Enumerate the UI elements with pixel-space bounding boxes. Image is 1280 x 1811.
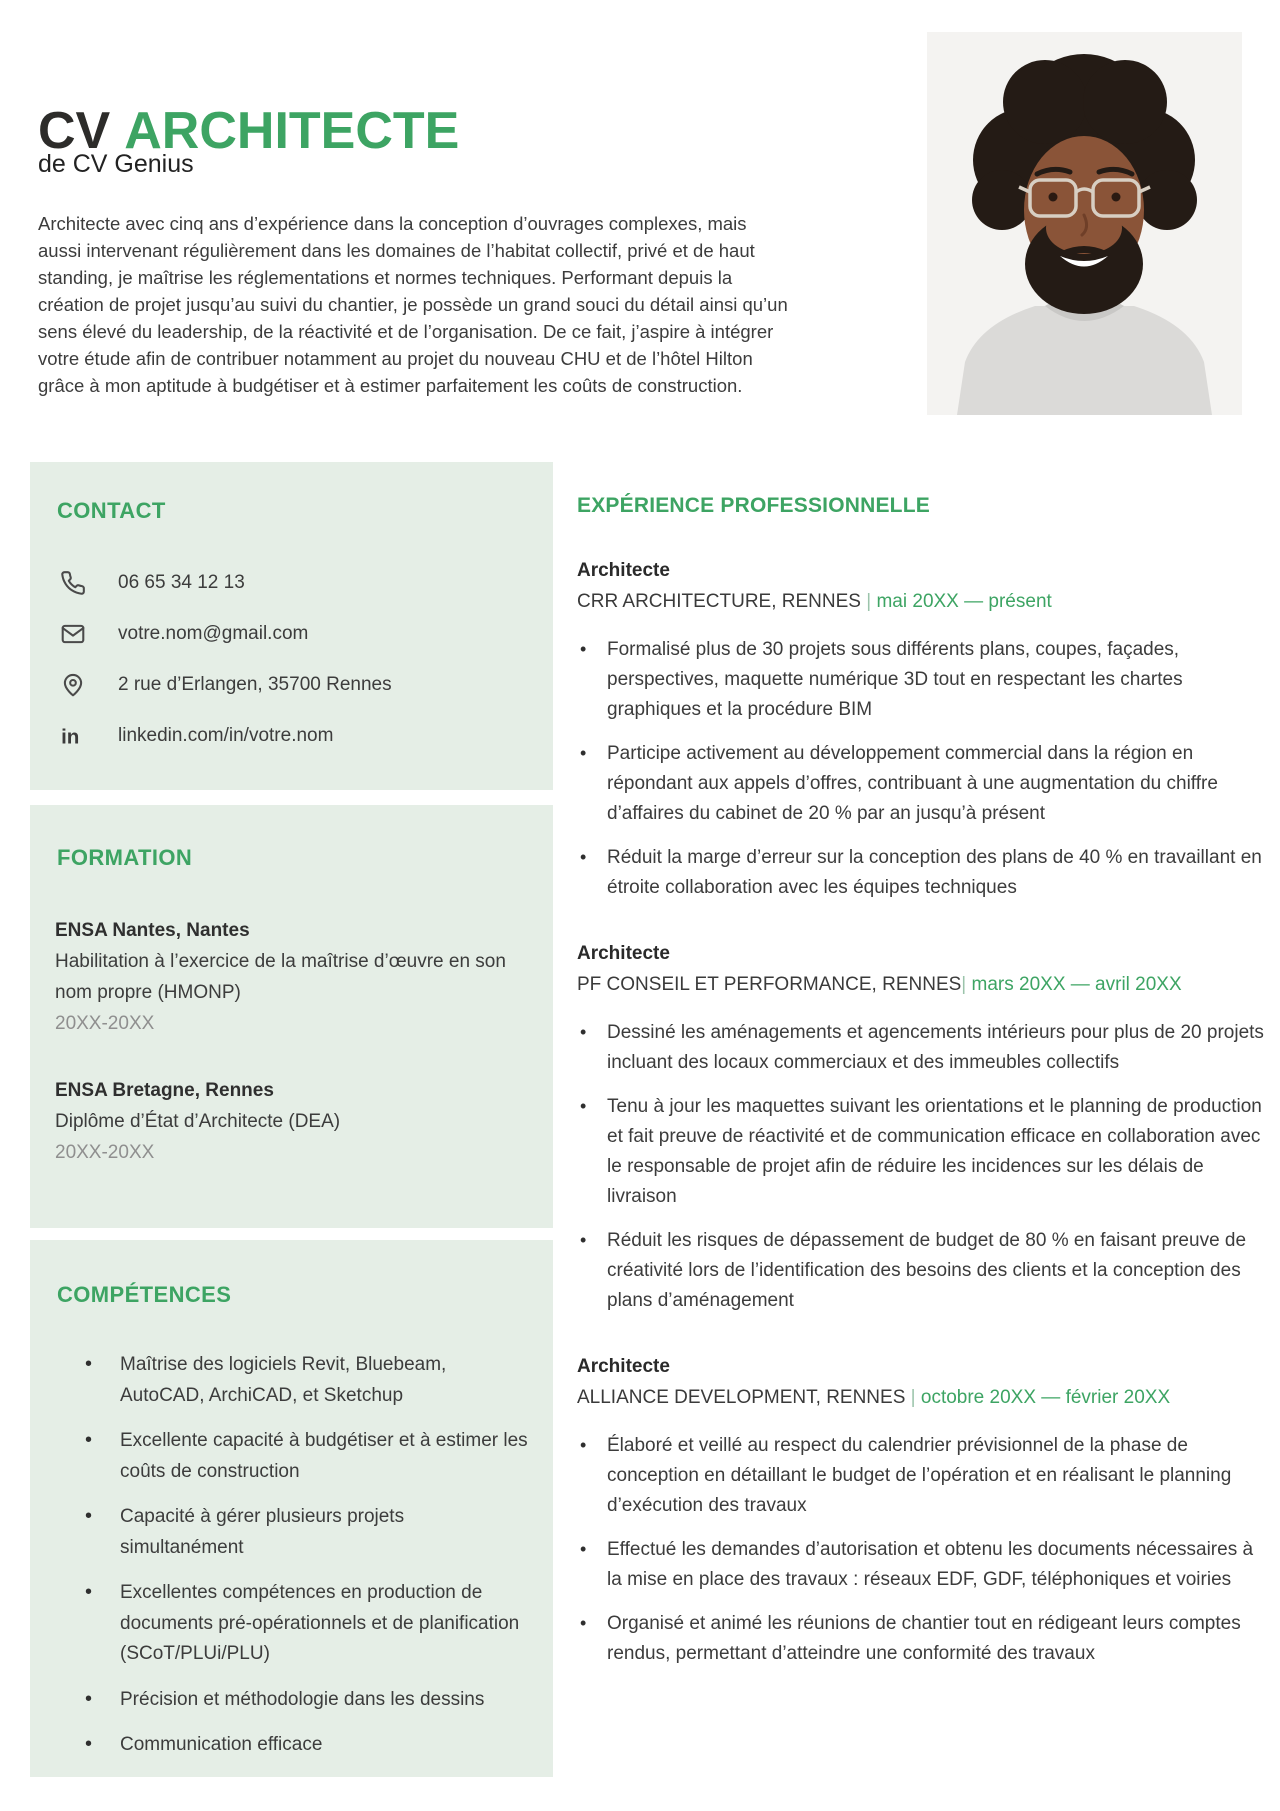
- contact-list: [57, 570, 528, 749]
- company-name: ALLIANCE DEVELOPMENT, RENNES: [577, 1387, 906, 1408]
- company-line: [577, 974, 1267, 996]
- job-title: Architecte: [577, 1356, 670, 1377]
- school-name: ENSA Bretagne, Rennes: [55, 1080, 274, 1101]
- contact-heading: CONTACT: [57, 498, 166, 523]
- page-title-accent: ARCHITECTE: [124, 101, 460, 160]
- job-bullet: • Formalisé plus de 30 projets sous différents plans, coupes, façades, perspectives, maquette numérique 3D tout en respectant les chartes graphiques et la procédure BIM: [607, 635, 1267, 725]
- job-entry: [577, 943, 1267, 1316]
- company-name: CRR ARCHITECTURE, RENNES: [577, 591, 861, 612]
- envelope-icon: [60, 621, 86, 647]
- job-bullet: • Élaboré et veillé au respect du calendrier prévisionnel de la phase de conception en détaillant le budget de l’opération et en réalisant le planning d’exécution des travaux: [607, 1431, 1267, 1521]
- company-date-separator: |: [961, 974, 972, 995]
- job-entry: [577, 560, 1267, 903]
- linkedin-icon: [60, 723, 86, 749]
- skill-item: • Communication efficace: [120, 1730, 528, 1761]
- contact-row-linkedin: [60, 723, 528, 749]
- competences-heading: COMPÉTENCES: [57, 1282, 232, 1307]
- linkedin-url: linkedin.com/in/votre.nom: [118, 725, 334, 746]
- contact-row-email: [60, 621, 528, 647]
- job-title: Architecte: [577, 560, 670, 581]
- email-address: votre.nom@gmail.com: [118, 623, 309, 644]
- contact-row-phone: [60, 570, 528, 596]
- job-dates: mars 20XX — avril 20XX: [971, 974, 1182, 995]
- education-dates: 20XX-20XX: [55, 1013, 155, 1034]
- experience-heading: EXPÉRIENCE PROFESSIONNELLE: [577, 494, 930, 517]
- profile-photo-illustration: [927, 32, 1242, 415]
- profile-photo: [927, 32, 1242, 415]
- school-name: ENSA Nantes, Nantes: [55, 920, 250, 941]
- contact-row-address: [60, 672, 528, 698]
- page-subtitle: de CV Genius: [38, 150, 194, 178]
- skill-item: • Maîtrise des logiciels Revit, Bluebeam, AutoCAD, ArchiCAD, et Sketchup: [120, 1350, 528, 1411]
- company-date-separator: |: [905, 1387, 921, 1408]
- education-dates: 20XX-20XX: [55, 1142, 155, 1163]
- job-bullet: • Réduit les risques de dépassement de budget de 80 % en faisant preuve de créativité lors de l’identification des besoins des clients et la conception des plans d’aménagement: [607, 1226, 1267, 1316]
- skill-item: • Précision et méthodologie dans les dessins: [120, 1685, 528, 1716]
- skill-item: • Excellente capacité à budgétiser et à estimer les coûts de construction: [120, 1426, 528, 1487]
- skill-item: • Excellentes compétences en production de documents pré-opérationnels et de planification (SCoT/PLUi/PLU): [120, 1578, 528, 1670]
- profile-summary: Architecte avec cinq ans d’expérience dans la conception d’ouvrages complexes, mais aussi intervenant régulièrement dans les domaines de l’habitat collectif, privé et de haut standing, je maîtrise les réglementations et normes techniques. Performant depuis la création de projet jusqu’au suivi du chantier, je possède un grand souci du détail ainsi qu’un sens élevé du leadership, de la réactivité et de l’organisation. De ce fait, j’aspire à intégrer votre étude afin de contribuer notamment au projet du nouveau CHU et de l’hôtel Hilton grâce à mon aptitude à budgétiser et à estimer parfaitement les coûts de construction.: [38, 212, 788, 396]
- contact-section: [30, 462, 553, 790]
- formation-heading: FORMATION: [57, 845, 193, 870]
- job-bullet: • Réduit la marge d’erreur sur la conception des plans de 40 % en travaillant en étroite collaboration avec les équipes techniques: [607, 843, 1267, 903]
- job-bullet: • Tenu à jour les maquettes suivant les orientations et le planning de production et fait preuve de réactivité et de communication efficace en collaboration avec le responsable de projet afin de réduire les incidences sur les délais de livraison: [607, 1092, 1267, 1212]
- page-title-prefix: CV: [38, 101, 111, 160]
- svg-text:in: in: [61, 725, 80, 749]
- skill-item: • Capacité à gérer plusieurs projets simultanément: [120, 1502, 528, 1563]
- job-bullet-list: [577, 635, 1267, 903]
- degree-name: Diplôme d’État d’Architecte (DEA): [55, 1111, 341, 1132]
- job-bullet-list: [577, 1431, 1267, 1669]
- job-bullet: • Dessiné les aménagements et agencements intérieurs pour plus de 20 projets incluant des locaux commerciaux et des immeubles collectifs: [607, 1018, 1267, 1078]
- phone-number: 06 65 34 12 13: [118, 572, 245, 593]
- formation-section: [30, 805, 553, 1228]
- job-bullet: • Organisé et animé les réunions de chantier tout en rédigeant leurs comptes rendus, permettant d’atteindre une conformité des travaux: [607, 1609, 1267, 1669]
- skill-list: [57, 1350, 528, 1761]
- company-line: [577, 1387, 1267, 1409]
- degree-name: Habilitation à l’exercice de la maîtrise d’œuvre en son nom propre (HMONP): [55, 951, 506, 1003]
- job-bullet: • Participe activement au développement commercial dans la région en répondant aux appels d’offres, contribuant à une augmentation du chiffre d’affaires du cabinet de 20 % par an jusqu’à présent: [607, 739, 1267, 829]
- phone-icon: [60, 570, 86, 596]
- job-bullet-list: [577, 1018, 1267, 1316]
- education-entry: [55, 1075, 528, 1168]
- job-dates: mai 20XX — présent: [876, 591, 1052, 612]
- education-entry: [55, 915, 528, 1039]
- company-line: [577, 591, 1267, 613]
- competences-section: [30, 1240, 553, 1777]
- job-dates: octobre 20XX — février 20XX: [920, 1387, 1171, 1408]
- job-title: Architecte: [577, 943, 670, 964]
- job-bullet: • Effectué les demandes d’autorisation et obtenu les documents nécessaires à la mise en place des travaux : réseaux EDF, GDF, téléphoniques et voiries: [607, 1535, 1267, 1595]
- location-pin-icon: [60, 672, 86, 698]
- postal-address: 2 rue d’Erlangen, 35700 Rennes: [118, 674, 392, 695]
- experience-section: [577, 494, 1267, 1683]
- company-date-separator: |: [860, 591, 877, 612]
- job-entry: [577, 1356, 1267, 1669]
- company-name: PF CONSEIL ET PERFORMANCE, RENNES: [577, 974, 962, 995]
